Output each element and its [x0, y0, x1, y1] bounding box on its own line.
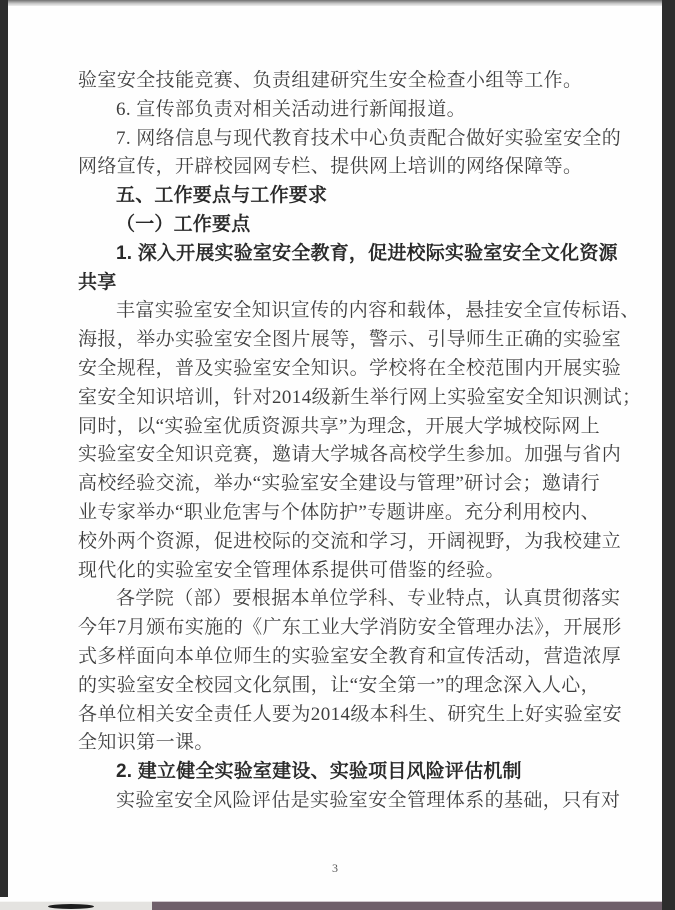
text-line: 式多样面向本单位师生的实验室安全教育和宣传活动，营造浓厚: [78, 645, 622, 667]
heading-line: 共享: [78, 271, 117, 293]
scan-shadow-smudge: [48, 904, 94, 909]
text-line: 实验室安全知识竞赛，邀请大学城各高校学生参加。加强与省内: [78, 444, 622, 466]
scan-right-edge: [662, 0, 675, 910]
text-line: 实验室安全风险评估是实验室安全管理体系的基础，只有对: [116, 789, 621, 811]
text-line: 各单位相关安全责任人要为2014级本科生、研究生上好实验室安: [78, 703, 623, 725]
scan-top-edge: [0, 0, 675, 6]
text-line: 丰富实验室安全知识宣传的内容和载体，悬挂安全宣传标语、: [116, 300, 640, 322]
text-line: 的实验室安全校园文化氛围，让“安全第一”的理念深入人心，: [78, 674, 601, 696]
document-body: [78, 67, 642, 816]
text-line: 高校经验交流，举办“实验室安全建设与管理”研讨会；邀请行: [78, 473, 601, 495]
page-number: 3: [332, 861, 338, 875]
heading-line: 1. 深入开展实验室安全教育，促进校际实验室安全文化资源: [116, 242, 618, 264]
heading-line: 五、工作要点与工作要求: [116, 185, 328, 207]
scan-bottom-left-strip: [0, 901, 152, 910]
text-line: 校外两个资源，促进校际的交流和学习，开阔视野，为我校建立: [78, 530, 622, 552]
text-line: 今年7月颁布实施的《广东工业大学消防安全管理办法》，开展形: [78, 617, 622, 639]
text-line: 6. 宣传部负责对相关活动进行新闻报道。: [116, 98, 467, 120]
text-line: 安全规程，普及实验室安全知识。学校将在全校范围内开展实验: [78, 357, 622, 379]
text-line: 各学院（部）要根据本单位学科、专业特点，认真贯彻落实: [116, 588, 621, 610]
scan-bottom-bar: [152, 901, 675, 910]
text-line: 网络宣传，开辟校园网专栏、提供网上培训的网络保障等。: [78, 156, 583, 178]
text-line: 验室安全技能竞赛、负责组建研究生安全检查小组等工作。: [78, 70, 583, 91]
text-line: 室安全知识培训，针对2014级新生举行网上实验室安全知识测试；: [78, 386, 642, 408]
text-line: 7. 网络信息与现代教育技术中心负责配合做好实验室安全的: [116, 127, 622, 149]
text-line: 海报，举办实验室安全图片展等，警示、引导师生正确的实验室: [78, 329, 622, 351]
text-line: 业专家举办“职业危害与个体防护”专题讲座。充分利用校内、: [78, 501, 601, 523]
heading-line: （一）工作要点: [116, 213, 251, 235]
text-line: 全知识第一课。: [78, 732, 214, 754]
text-line: 同时，以“实验室优质资源共享”为理念，开展大学城校际网上: [78, 415, 601, 437]
scan-left-edge: [0, 0, 8, 897]
heading-line: 2. 建立健全实验室建设、实验项目风险评估机制: [116, 761, 522, 783]
text-line: 现代化的实验室安全管理体系提供可借鉴的经验。: [78, 559, 505, 581]
